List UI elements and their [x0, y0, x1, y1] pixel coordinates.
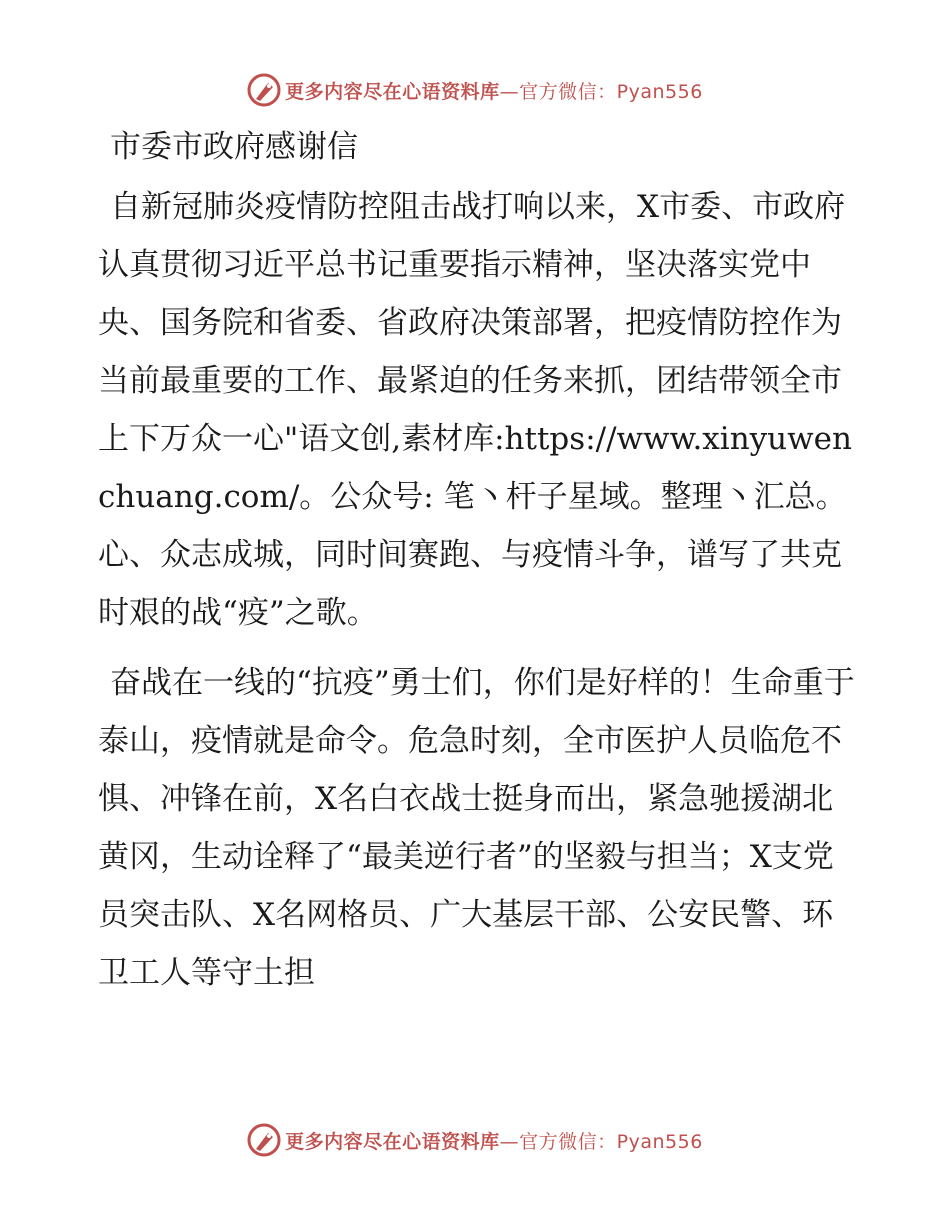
paragraph-1	[98, 178, 858, 642]
document-body	[98, 122, 858, 1014]
footer-banner	[0, 1120, 950, 1160]
paragraph-1-text: 自新冠肺炎疫情防控阻击战打响以来，X市委、市政府认真贯彻习近平总书记重要指示精神，坚决落实党中央、国务院和省委、省政府决策部署，把疫情防控作为当前最重要的工作、最紧迫的任务来抓，团结带领全市上下万众一心"语文创,素材库:https://www.xinyuwenchuang.com/。公众号: 笔丶杆子星域。整理丶汇总。心、众志成城，同时间赛跑、与疫情斗争，谱写了共克时艰的战“疫”之歌。	[98, 189, 852, 631]
banner-separator: —	[499, 1130, 520, 1153]
banner-text	[285, 1127, 703, 1154]
header-banner	[0, 70, 950, 110]
paragraph-2	[98, 654, 858, 1002]
pen-nib-logo-icon	[247, 1123, 281, 1157]
banner-separator: —	[499, 80, 520, 103]
pen-nib-logo-icon	[247, 73, 281, 107]
banner-brand-text: 更多内容尽在心语资料库	[285, 80, 500, 103]
banner-wechat-text: 官方微信：Pyan556	[519, 1130, 703, 1153]
document-title: 市委市政府感谢信	[110, 129, 358, 165]
banner-wechat-text: 官方微信：Pyan556	[519, 80, 703, 103]
banner-text	[285, 77, 703, 104]
banner-brand-text: 更多内容尽在心语资料库	[285, 1130, 500, 1153]
paragraph-2-text: 奋战在一线的“抗疫”勇士们，你们是好样的！生命重于泰山，疫情就是命令。危急时刻，全市医护人员临危不惧、冲锋在前，X名白衣战士挺身而出，紧急驰援湖北黄冈，生动诠释了“最美逆行者”的坚毅与担当；X支党员突击队、X名网格员、广大基层干部、公安民警、环卫工人等守土担	[98, 665, 855, 991]
